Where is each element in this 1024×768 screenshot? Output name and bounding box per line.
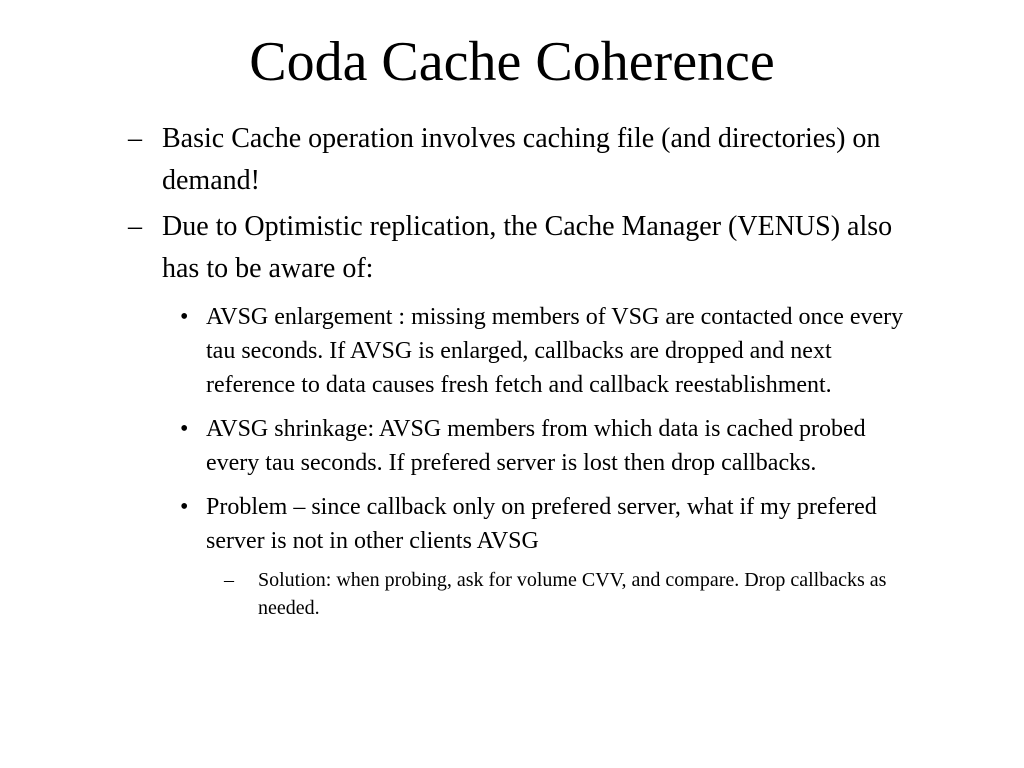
dash-marker: – (224, 569, 234, 591)
sub-bullet-item (176, 490, 918, 558)
sub-bullet-text: AVSG enlargement : missing members of VSG are contacted once every tau seconds. If AVSG is enlarged, callbacks are dropped and next reference to data causes fresh fetch and callback reestablishment. (206, 304, 904, 398)
sub-sub-bullet-text: Solution: when probing, ask for volume CVV, and compare. Drop callbacks as needed. (258, 569, 887, 619)
bullet-marker: • (180, 416, 189, 442)
bullet-text: Due to Optimistic replication, the Cache Manager (VENUS) also has to be aware of: (162, 211, 893, 284)
bullet-marker: • (180, 494, 189, 520)
sub-bullet-item (176, 412, 918, 480)
sub-bullet-text: Problem – since callback only on prefered server, what if my prefered server is not in other clients AVSG (206, 494, 877, 554)
dash-marker: – (128, 123, 142, 154)
bullet-text: Basic Cache operation involves caching file (and directories) on demand! (162, 123, 881, 196)
sub-bullet-item (176, 300, 918, 402)
dash-marker: – (128, 211, 142, 242)
sub-sub-bullet-item (224, 566, 918, 622)
bullet-marker: • (180, 304, 189, 330)
slide-title: Coda Cache Coherence (249, 31, 775, 93)
slide-content (128, 118, 918, 622)
sub-bullet-text: AVSG shrinkage: AVSG members from which data is cached probed every tau seconds. If prefered server is lost then drop callbacks. (206, 416, 866, 476)
bullet-item (128, 206, 918, 290)
bullet-item (128, 118, 918, 202)
